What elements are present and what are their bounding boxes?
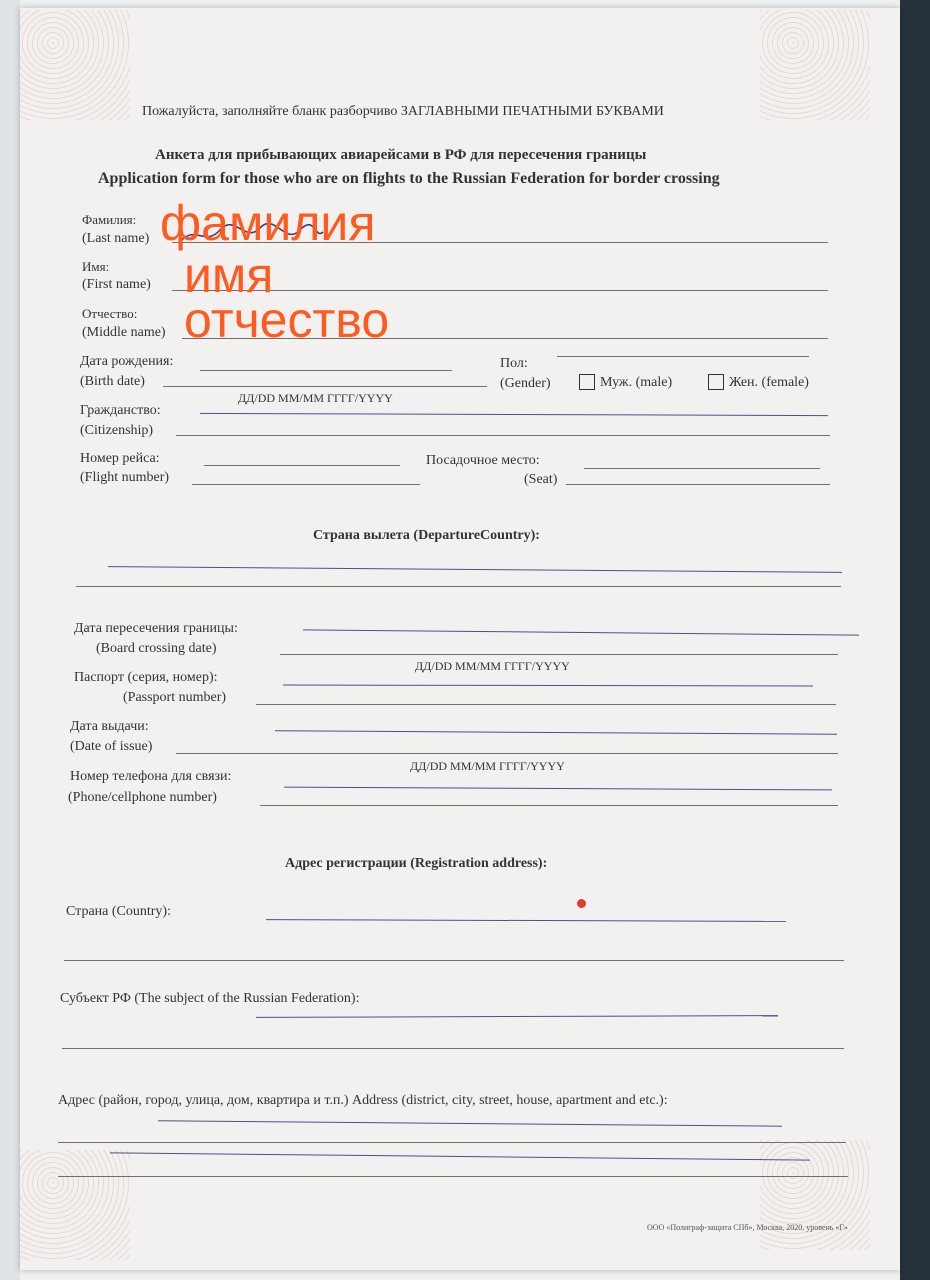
- first-name-label-ru: Имя:: [82, 259, 110, 274]
- birth-date-line-1[interactable]: [200, 370, 452, 371]
- background-right: [900, 0, 930, 1280]
- issue-date-line[interactable]: [176, 753, 838, 754]
- passport-line[interactable]: [256, 704, 836, 705]
- phone-label-en: (Phone/cellphone number): [68, 790, 217, 805]
- flight-label-ru: Номер рейса:: [80, 451, 160, 466]
- citizenship-label-en: (Citizenship): [80, 423, 154, 438]
- country-label: Страна (Country):: [66, 904, 171, 919]
- flight-line-1[interactable]: [204, 465, 400, 466]
- address-label: Адрес (район, город, улица, дом, квартира и т.п.) Address (district, city, street, house, apartment and etc.):: [58, 1093, 668, 1108]
- birth-date-line-2[interactable]: [163, 386, 487, 387]
- annotation-first-name: имя: [184, 247, 274, 303]
- phone-line[interactable]: [260, 805, 838, 806]
- instruction-text: Пожалуйста, заполняйте бланк разборчиво ЗАГЛАВНЫМИ ПЕЧАТНЫМИ БУКВАМИ: [142, 104, 664, 119]
- seat-label-ru: Посадочное место:: [426, 453, 540, 468]
- crossing-date-format: ДД/DD ММ/MM ГГГГ/YYYY: [415, 659, 570, 673]
- birth-date-label-en: (Birth date): [80, 374, 145, 389]
- address-line-1[interactable]: [58, 1142, 846, 1143]
- issue-date-label-ru: Дата выдачи:: [70, 719, 149, 734]
- middle-name-label-ru: Отчество:: [82, 306, 138, 321]
- middle-name-label-en: (Middle name): [82, 325, 166, 340]
- crossing-date-line[interactable]: [280, 654, 838, 655]
- flight-line-2[interactable]: [192, 484, 420, 485]
- citizenship-label-ru: Гражданство:: [80, 403, 161, 418]
- red-dot-mark: [577, 899, 586, 908]
- citizenship-line[interactable]: [176, 435, 830, 436]
- background-left: [0, 0, 20, 1280]
- guilloche-corner: [20, 10, 130, 120]
- issue-date-format: ДД/DD ММ/MM ГГГГ/YYYY: [410, 759, 565, 773]
- passport-label-ru: Паспорт (серия, номер):: [74, 670, 218, 685]
- birth-date-label-ru: Дата рождения:: [80, 354, 174, 369]
- departure-line[interactable]: [76, 586, 841, 587]
- guilloche-corner: [760, 10, 870, 120]
- gender-label-ru: Пол:: [500, 356, 528, 371]
- male-label: Муж. (male): [600, 375, 673, 390]
- guilloche-corner: [20, 1150, 130, 1260]
- title-ru: Анкета для прибывающих авиарейсами в РФ для пересечения границы: [155, 147, 647, 163]
- female-checkbox[interactable]: [708, 374, 724, 390]
- gender-line: [557, 356, 809, 357]
- flight-label-en: (Flight number): [80, 470, 170, 485]
- seat-label-en: (Seat): [524, 472, 558, 487]
- crossing-date-label-ru: Дата пересечения границы:: [74, 621, 238, 636]
- last-name-label-en: (Last name): [82, 231, 150, 246]
- issue-date-label-en: (Date of issue): [70, 739, 153, 754]
- crossing-date-label-en: (Board crossing date): [96, 641, 217, 656]
- male-checkbox[interactable]: [579, 374, 595, 390]
- birth-date-format: ДД/DD ММ/MM ГГГГ/YYYY: [238, 391, 393, 405]
- annotation-last-name: фамилия: [160, 195, 376, 251]
- gender-label-en: (Gender): [500, 376, 551, 391]
- phone-label-ru: Номер телефона для связи:: [70, 769, 232, 784]
- last-name-label-ru: Фамилия:: [82, 212, 137, 227]
- printer-footer: ООО «Полиграф-защита СПб», Москва, 2020, уровень «Г»: [647, 1223, 848, 1232]
- subject-label: Субъект РФ (The subject of the Russian Federation):: [60, 991, 360, 1006]
- subject-line[interactable]: [62, 1048, 844, 1049]
- first-name-label-en: (First name): [82, 277, 151, 292]
- form-sheet: [20, 8, 900, 1270]
- seat-line-2[interactable]: [566, 484, 830, 485]
- annotation-middle-name: отчество: [184, 292, 390, 348]
- address-line-2[interactable]: [58, 1176, 848, 1177]
- female-label: Жен. (female): [729, 375, 809, 390]
- registration-heading: Адрес регистрации (Registration address):: [285, 856, 548, 871]
- country-line[interactable]: [64, 960, 844, 961]
- title-en: Application form for those who are on flights to the Russian Federation for border crossing: [98, 170, 720, 187]
- passport-label-en: (Passport number): [123, 690, 227, 705]
- departure-heading: Страна вылета (DepartureCountry):: [313, 528, 540, 543]
- seat-line-1[interactable]: [584, 468, 820, 469]
